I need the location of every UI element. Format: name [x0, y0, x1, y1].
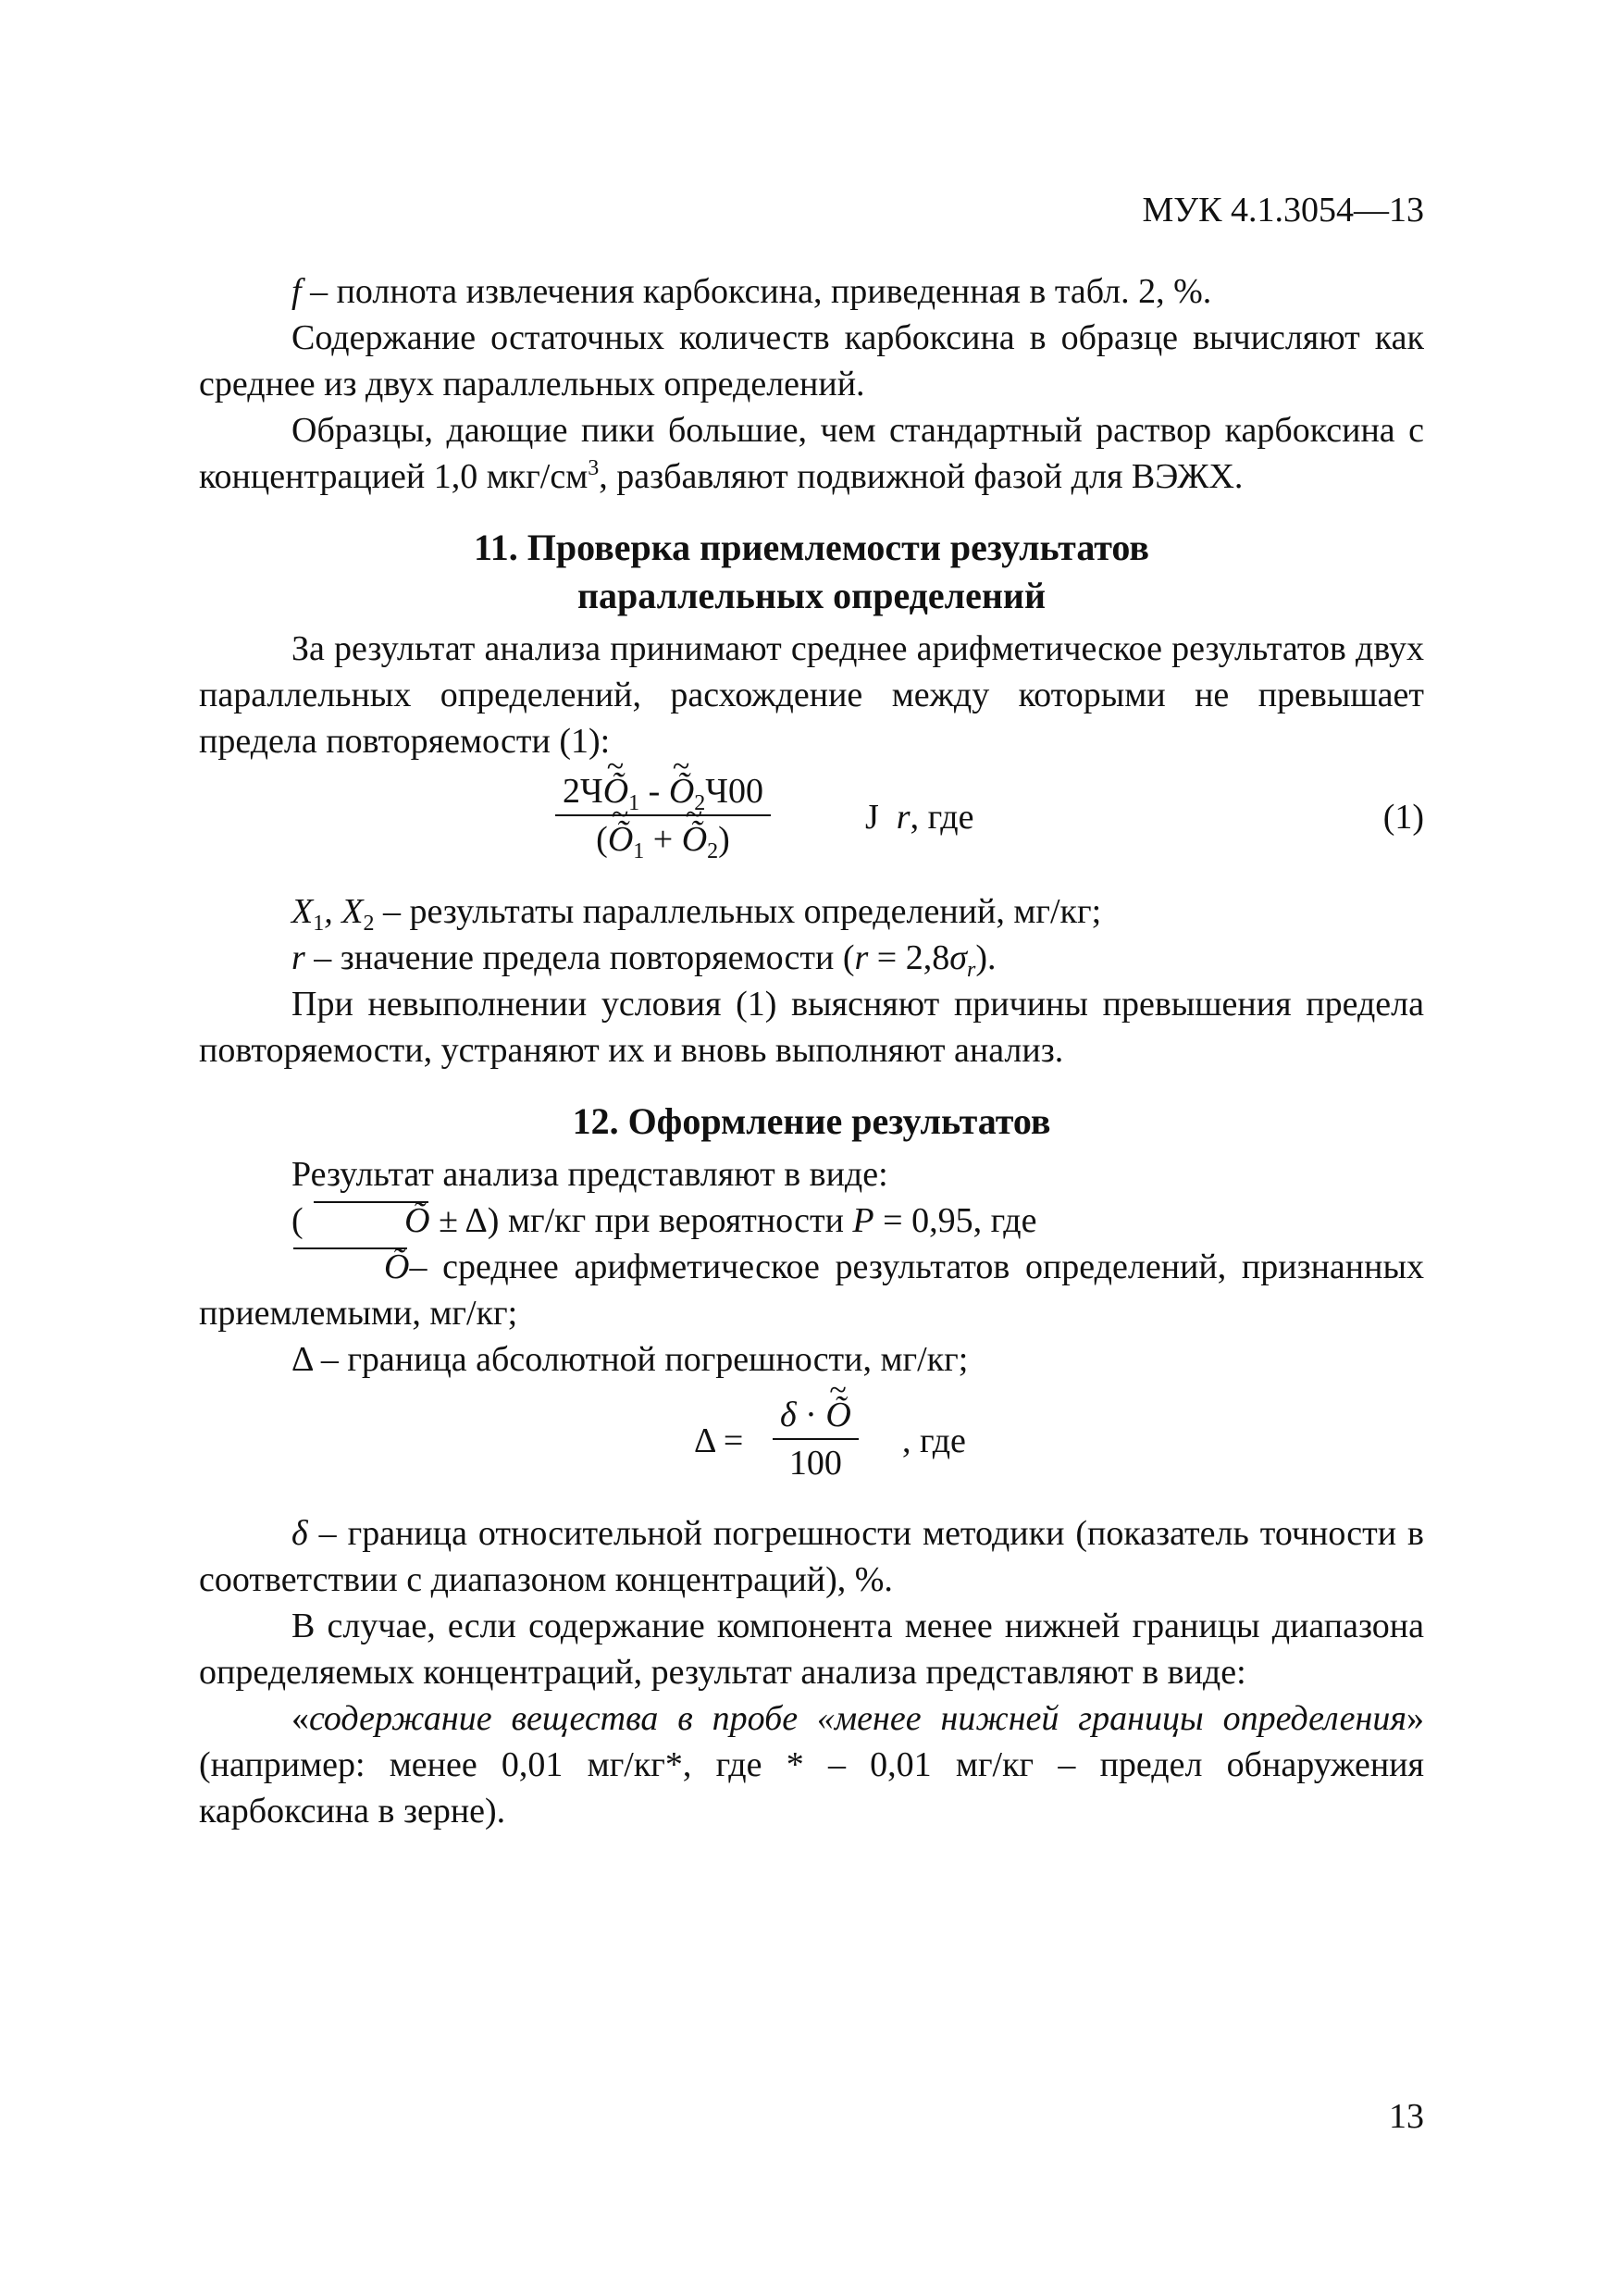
var-x-mean: Õ	[312, 1198, 429, 1244]
document-code-header: МУК 4.1.3054—13	[1142, 191, 1424, 230]
formula-r: r	[896, 798, 911, 837]
formula-den-x2: ~ Õ	[682, 816, 707, 863]
paragraph-condition-failure: При невыполнении условия (1) выясняют причины превышения предела повторяемости, устраняют их и вновь выполняют анализ.	[199, 985, 1424, 1070]
sub-r: r	[966, 958, 976, 982]
var-delta-small: δ	[291, 1514, 308, 1553]
expr-tail: = 0,95, где	[873, 1201, 1037, 1240]
formula-den-sub1: 1	[633, 839, 645, 863]
superscript-3: 3	[588, 456, 600, 480]
italic-phrase: содержание вещества в пробе «менее нижней границы определения	[309, 1699, 1406, 1738]
paragraph-text: Образцы, дающие пики большие, чем стандартный раствор карбоксина с концентрацией 1,0 мкг/см	[199, 411, 1424, 496]
paragraph-extraction-completeness	[199, 268, 1424, 315]
expr-text: ± Δ) мг/кг при вероятности	[429, 1201, 853, 1240]
formula-minus: -	[639, 772, 669, 811]
section-11-title	[199, 524, 1424, 620]
definition-delta: Δ – граница абсолютной погрешности, мг/кг;	[291, 1340, 969, 1379]
definition-x-mean	[199, 1244, 1424, 1336]
formula-where: , где	[910, 798, 974, 837]
expr-open: (	[291, 1201, 313, 1240]
var-sigma: σ	[949, 938, 967, 977]
formula-den-open: (	[596, 820, 608, 859]
equation-number: (1)	[1382, 798, 1424, 837]
formula-delta-dot: ·	[796, 1396, 826, 1434]
sub-2: 2	[363, 912, 375, 936]
paragraph-text: , разбавляют подвижной фазой для ВЭЖХ.	[599, 457, 1244, 496]
formula-repeatability	[199, 768, 1424, 879]
definition-relative-error	[199, 1510, 1424, 1603]
formula-x2: ~ Õ	[669, 768, 694, 814]
formula-delta-fraction	[773, 1392, 859, 1486]
page-body	[199, 268, 1424, 1834]
section-11-title-line1: 11. Проверка приемлемости результатов	[473, 527, 1150, 568]
formula-num-prefix: 2Ч	[563, 772, 603, 811]
paragraph-below-limit: В случае, если содержание компонента менее нижней границы диапазона определяемых концентраций, результат анализа представляют в виде:	[199, 1607, 1424, 1692]
formula-den-close: )	[718, 820, 730, 859]
formula-sub2: 2	[694, 791, 706, 815]
formula-denominator	[555, 816, 771, 863]
section-12-title	[199, 1098, 1424, 1146]
var-p: P	[852, 1201, 874, 1240]
var-r-inline: r	[854, 938, 869, 977]
formula-delta-where: , где	[902, 1421, 966, 1460]
formula-sub1: 1	[628, 791, 640, 815]
paragraph-result-expression	[199, 1198, 1424, 1244]
formula-fraction	[555, 768, 771, 863]
definition-r	[199, 935, 1424, 981]
formula-relation: J	[865, 798, 879, 837]
formula-delta-denominator: 100	[788, 1444, 842, 1483]
section-11-title-line2: параллельных определений	[577, 575, 1046, 616]
definition-text: – граница относительной погрешности методики (показатель точности в соответствии с диапазоном концентраций), %.	[199, 1514, 1424, 1599]
formula-delta-symbol: δ	[780, 1396, 797, 1434]
formula-tail	[865, 794, 974, 840]
paragraph-dilution	[199, 407, 1424, 500]
formula-numerator	[555, 768, 771, 816]
definition-x1-x2	[199, 888, 1424, 935]
formula-den-x1: ~ Õ	[608, 816, 633, 863]
paragraph-text: – полнота извлечения карбоксина, приведенная в табл. 2, %.	[301, 272, 1212, 311]
var-x-mean-def: Õ	[291, 1244, 409, 1290]
section-12-title-text: 12. Оформление результатов	[572, 1100, 1051, 1142]
definition-text: – результаты параллельных определений, мг/кг;	[374, 892, 1102, 931]
paragraph-below-limit-example	[199, 1695, 1424, 1834]
formula-x1: ~ Õ	[603, 768, 628, 814]
definition-eq: = 2,8	[868, 938, 950, 977]
var-r: r	[291, 938, 305, 977]
page-number: 13	[1389, 2097, 1424, 2136]
formula-delta-lhs: Δ =	[694, 1421, 744, 1460]
var-f: f	[291, 272, 302, 311]
var-x2: , X	[324, 892, 364, 931]
definition-text: – значение предела повторяемости (	[304, 938, 855, 977]
formula-plus: +	[644, 820, 682, 859]
formula-den-sub2: 2	[707, 839, 719, 863]
formula-delta-numerator	[773, 1392, 859, 1440]
definition-close: ).	[975, 938, 997, 977]
sub-1: 1	[313, 912, 325, 936]
paragraph-result-format: Результат анализа представляют в виде:	[291, 1155, 888, 1194]
var-x: X	[291, 892, 314, 931]
formula-delta	[199, 1392, 1424, 1503]
quote-open: «	[291, 1699, 309, 1738]
paragraph-content-calculation: Содержание остаточных количеств карбоксина в образце вычисляют как среднее из двух параллельных определений.	[199, 318, 1424, 403]
formula-delta-x: ~ Õ	[825, 1392, 850, 1438]
definition-text: – среднее арифметическое результатов определений, признанных приемлемыми, мг/кг;	[199, 1247, 1424, 1333]
formula-num-suffix: Ч00	[705, 772, 763, 811]
paragraph-text: » (например: менее 0,01 мг/кг*, где * – 0,01 мг/кг – предел обнаружения карбоксина в зерне).	[199, 1699, 1424, 1831]
paragraph-result-acceptance: За результат анализа принимают среднее арифметическое результатов двух параллельных определений, расхождение между которыми не превышает предела повторяемости (1):	[199, 629, 1424, 761]
